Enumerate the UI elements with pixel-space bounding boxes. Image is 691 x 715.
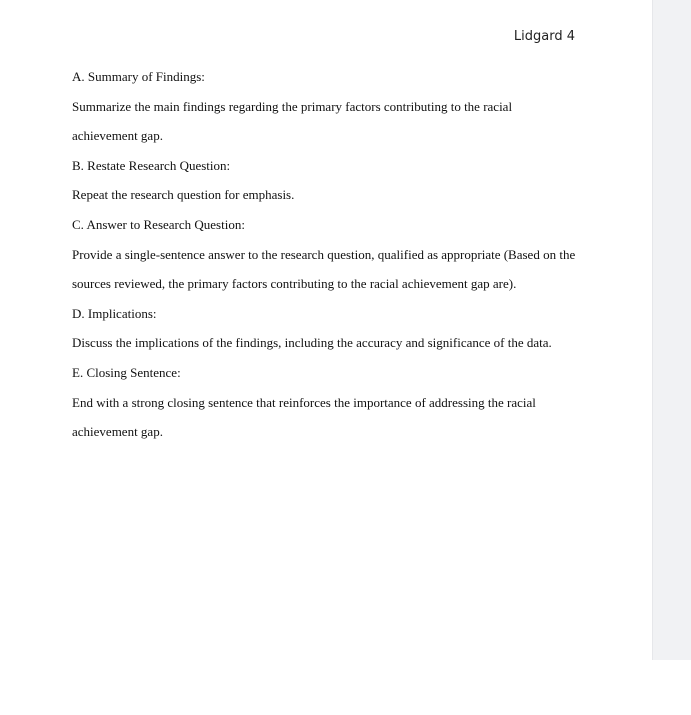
body-line: achievement gap. [72, 128, 163, 144]
viewer-side-panel [652, 0, 691, 660]
section-heading-summary: A. Summary of Findings: [72, 69, 205, 84]
section-heading-implications: D. Implications: [72, 305, 157, 321]
section-heading-closing: E. Closing Sentence: [72, 364, 181, 380]
body-line: Provide a single-sentence answer to the research question, qualified as appropriate (Based on the [72, 246, 576, 262]
section-heading-answer: C. Answer to Research Question: [72, 216, 245, 232]
section-heading-restate: B. Restate Research Question: [72, 157, 231, 173]
body-line: Summarize the main findings regarding the primary factors contributing to the racial [72, 98, 513, 114]
body-line: End with a strong closing sentence that reinforces the importance of addressing the racial [72, 394, 536, 410]
body-line: Discuss the implications of the findings, including the accuracy and significance of the data. [72, 335, 552, 351]
body-line: sources reviewed, the primary factors contributing to the racial achievement gap are). [72, 276, 517, 292]
running-head: Lidgard 4 [513, 29, 575, 44]
document-body [72, 67, 582, 452]
body-line: Repeat the research question for emphasis. [72, 187, 295, 203]
body-line: achievement gap. [72, 424, 163, 440]
